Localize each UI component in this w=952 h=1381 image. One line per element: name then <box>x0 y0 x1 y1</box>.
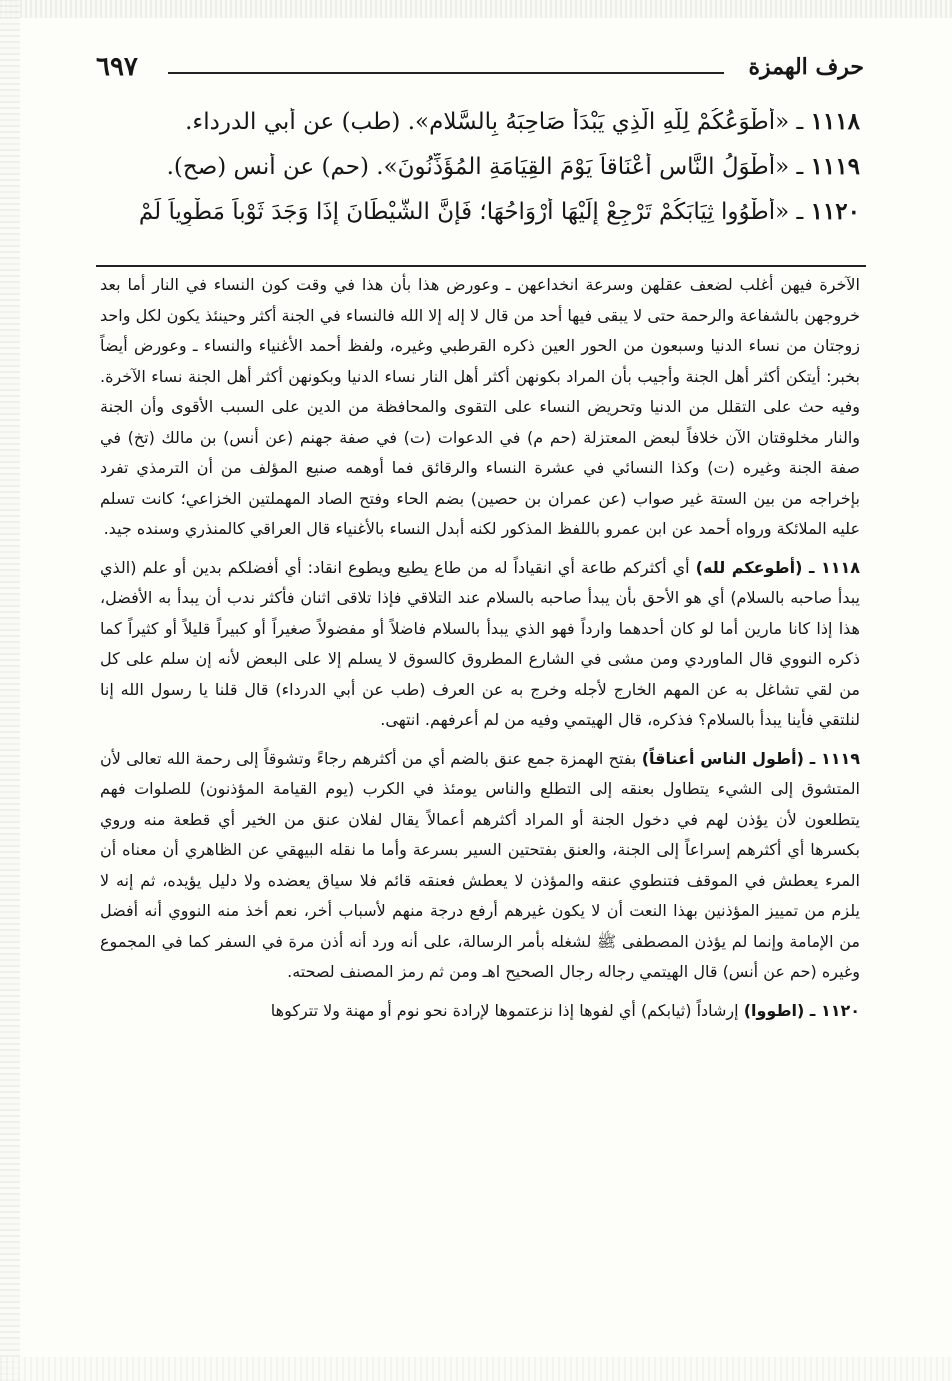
scan-edge-bottom <box>0 1357 952 1381</box>
header-rule <box>168 72 724 74</box>
hadith-entry <box>100 198 860 226</box>
commentary <box>100 270 860 1034</box>
commentary-paragraph: الآخرة فيهن أغلب لضعف عقلهن وسرعة انخداعهن ـ وعورض هذا بأن هذا في وقت كون النساء في النار أما بعد خروجهن بالشفاعة والرحمة حتى لا يبقى فيها أحد من قال لا إله إلا الله فالنساء في الجنة أكثر وحينئذ يكون لكل واحد زوجتان من نساء الدنيا وسبعون من الحور العين ذكره القرطبي وغيره، ولفظ أحمد الأغنياء والنساء ـ وعورض أيضاً بخبر: أيتكن أكثر أهل الجنة وأجيب بأن المراد بكونهن أكثر أهل النار نساء الدنيا وبكونهن أكثر أهل الجنة نساء الآخرة. وفيه حث على التقلل من الدنيا وتحريض النساء على التقوى والمحافظة من الدين على السبب الأقوى وأن الجنة والنار مخلوقتان الآن خلافاً لبعض المعتزلة (حم م) في الدعوات (ت) في صفة جهنم (عن أنس) بن مالك (تخ) في صفة الجنة وغيره (ت) وكذا النسائي في عشرة النساء والرقائق فما أوهمه صنيع المؤلف من أن الترمذي تفرد بإخراجه من بين الستة غير صواب (عن عمران بن حصين) بضم الحاء وفتح الصاد المهملتين الخزاعي؛ كانت تسلم عليه الملائكة ورواه أحمد عن ابن عمرو باللفظ المذكور لكنه أبدل النساء بالأغنياء قال العراقي كالمنذري وسنده جيد. <box>100 275 860 538</box>
hadith-entry <box>100 153 860 181</box>
entry-body: إرشاداً (ثيابكم) أي لفوها إذا نزعتموها لإرادة نحو نوم أو مهنة ولا تتركوها <box>270 1000 739 1020</box>
page-header <box>96 52 864 86</box>
hadith-number: ١١١٨ <box>810 108 860 135</box>
entry-body: أي أكثركم طاعة أي انقياداً له من طاع يطيع ويطوع انقاد: أي أفضلكم بدين أو علم (الذي يبدأ صاحبه بالسلام) أي هو الأحق بأن يبدأ صاحبه بالسلام عند التلاقي فإذا تلاقى اثنان فأكثر ندب أن يبدأ به الأفضل، هذا إذا كانا مارين أما لو كان أحدهما وارداً فهو الذي يبدأ بالسلام فاضلاً أو مفضولاً صغيراً أو كبيراً قليلاً أو كثيراً كما ذكره النووي قال الماوردي ومن مشى في الشارع المطروق كالسوق لا يسلم إلا على البعض لأنه إن سلم على كل من لقي تشاغل به عن المهم الخارج لأجله وخرج به عن العرف (طب عن أبي الدرداء) قال قلنا يا رسول الله إنا لنلتقي فأينا يبدأ بالسلام؟ فذكره، قال الهيتمي وفيه من لم أعرفهم. انتهى. <box>100 557 860 729</box>
hadith-dash: ـ <box>789 109 804 135</box>
hadith-dash: ـ <box>789 154 804 180</box>
hadith-text: «أَطْوَلُ النَّاسِ أَعْنَاقاً يَوْمَ القِيَامَةِ المُؤَذِّنُونَ». (حم) عن أنس (صح). <box>166 154 790 180</box>
entry-body: بفتح الهمزة جمع عنق بالضم أي من أكثرهم رجاءً وتشوقاً إلى رحمة الله تعالى لأن المتشوق إلى الشيء يتطاول بعنقه إلى التطلع والناس يومئذ في الكرب (يوم القيامة المؤذنون) للصلوات فهم يتطلعون لأن يؤذن لهم في دخول الجنة أو المراد أكثرهم أعمالاً يقال لفلان عنق من الخير أي قطعة منه وروي بكسرها أي أكثرهم إسراعاً إلى الجنة، والعنق بفتحتين السير بسرعة وأما ما نقله البيهقي عن الظاهري أن معناه أن المرء يعطش في الموقف فتنطوي عنقه والمؤذن لا يعطش فعنقه قائم فلا سياق يعضده ولا دليل يؤيده، ثم إنه لا يلزم من تمييز المؤذنين بهذا النعت أن لا يكون غيرهم أرفع درجة منهم لأسباب أخر، نعم أخذ منه النووي أنه أفضل من الإمامة وإنما لم يؤذن المصطفى ﷺ لشغله بأمر الرسالة، على أنه ورد أنه أذن مرة في السفر كما في المجموع وغيره (حم عن أنس) قال الهيتمي رجاله رجال الصحيح اهـ ومن ثم رمز المصنف لصحته. <box>100 748 860 981</box>
scan-edge-top <box>0 0 952 18</box>
hadith-dash: ـ <box>789 199 804 225</box>
commentary-paragraph <box>100 553 860 736</box>
hadith-text: «أَطْوَعُكُمْ لِلّهِ الَّذِي يَبْدَأُ صَاحِبَهُ بِالسَّلامِ». (طب) عن أبي الدرداء. <box>185 109 790 135</box>
scan-edge-left <box>0 0 20 1381</box>
entry-lead: ١١١٨ ـ (أطوعكم لله) <box>695 557 860 577</box>
hadith-entry <box>100 108 860 136</box>
hadith-number: ١١١٩ <box>810 153 860 180</box>
commentary-paragraph <box>100 996 860 1027</box>
commentary-paragraph <box>100 744 860 988</box>
chapter-title: حرف الهمزة <box>748 54 864 80</box>
hadith-number: ١١٢٠ <box>810 198 860 225</box>
hadith-text: «أَطْوُوا ثِيَابَكُمْ تَرْجِعْ إِلَيْهَا أَرْوَاحُهَا؛ فَإِنَّ الشَّيْطَانَ إِذَا وَجَدَ ثَوْباً مَطْوِياً لَمْ <box>138 199 790 225</box>
hadith-list <box>100 108 860 243</box>
entry-lead: ١١١٩ ـ (أطول الناس أعناقاً) <box>641 748 861 768</box>
page-number: ٦٩٧ <box>96 52 138 82</box>
entry-lead: ١١٢٠ ـ (اطووا) <box>743 1000 860 1020</box>
section-separator <box>96 265 866 267</box>
